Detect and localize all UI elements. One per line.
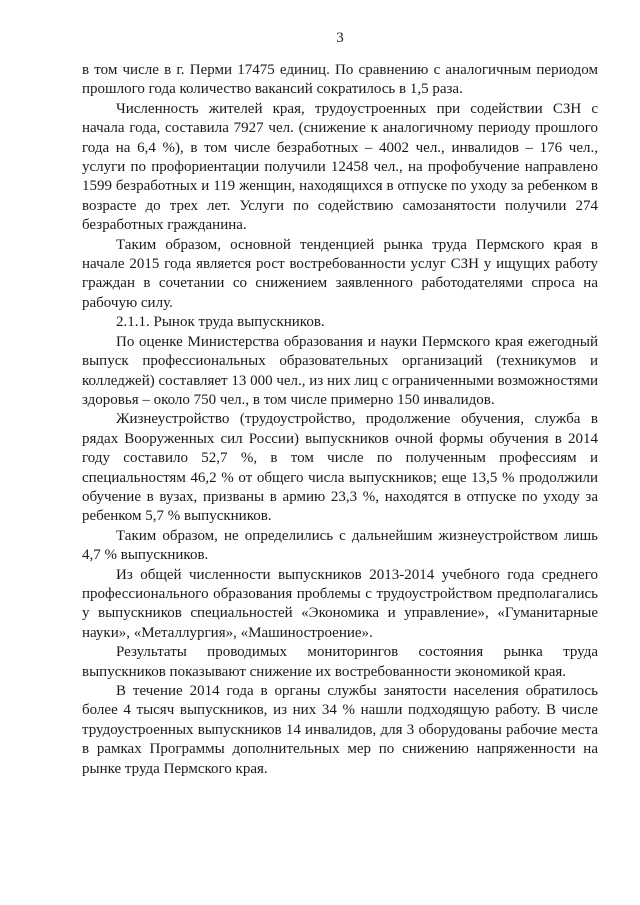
paragraph-monitoring-results: Результаты проводимых мониторингов состояния рынка труда выпускников показывают снижение их востребованности экономикой края. — [82, 644, 598, 680]
document-page — [82, 28, 598, 779]
page-number: 3 — [336, 30, 344, 46]
paragraph-vacancies-continuation: в том числе в г. Перми 17475 единиц. По сравнению с аналогичным периодом прошлого года количество вакансий сократилось в 1,5 раза. — [82, 62, 598, 98]
paragraph-problem-specialties: Из общей численности выпускников 2013-2014 учебного года среднего профессионального образования проблемы с трудоустройством предполагались у выпускников специальностей «Экономика и управление», «Гуманитарные науки», «Металлургия», «Машиностроение». — [82, 566, 598, 641]
paragraph-annual-graduates: По оценке Министерства образования и науки Пермского края ежегодный выпуск профессиональных образовательных организаций (техникумов и колледжей) составляет 13 000 чел., из них лиц с ограниченными возможностями здоровья – около 750 чел., в том числе примерно 150 инвалидов. — [82, 333, 598, 408]
paragraph-graduate-placement: Жизнеустройство (трудоустройство, продолжение обучения, служба в рядах Вооруженных сил России) выпускников очной формы обучения в 2014 году составило 52,7 %, в том числе по полученным профессиям и специальностям 46,2 % от общего числа выпускников; еще 13,5 % продолжили обучение в вузах, призваны в армию 23,3 %, находятся в отпуске по уходу за ребенком 5,7 % выпускников. — [82, 411, 598, 525]
paragraph-employment-service-2014: В течение 2014 года в органы службы занятости населения обратилось более 4 тысяч выпускников, из них 34 % нашли подходящую работу. В числе трудоустроенных выпускников 14 инвалидов, для 3 оборудованы рабочие места в рамках Программы дополнительных мер по снижению напряженности на рынке труда Пермского края. — [82, 683, 598, 777]
section-heading-graduates-market: 2.1.1. Рынок труда выпускников. — [116, 314, 325, 331]
paragraph-employed-residents: Численность жителей края, трудоустроенных при содействии СЗН с начала года, составила 7927 чел. (снижение к аналогичному периоду прошлого года на 6,4 %), в том числе безработных – 4002 чел., инвалидов – 176 чел., услуги по профориентации получили 12458 чел., на профобучение направлено 1599 безработных и 119 женщин, находящихся в отпуске по уходу за ребенком в возрасте до трех лет. Услуги по содействию самозанятости получили 274 безработных гражданина. — [82, 100, 598, 234]
paragraph-undetermined-graduates: Таким образом, не определились с дальнейшим жизнеустройством лишь 4,7 % выпускников. — [82, 527, 598, 564]
paragraph-labour-market-trend: Таким образом, основной тенденцией рынка труда Пермского края в начале 2015 года является рост востребованности услуг СЗН у ищущих работу граждан в сочетании со снижением заявленного работодателями спроса на рабочую силу. — [82, 236, 598, 311]
